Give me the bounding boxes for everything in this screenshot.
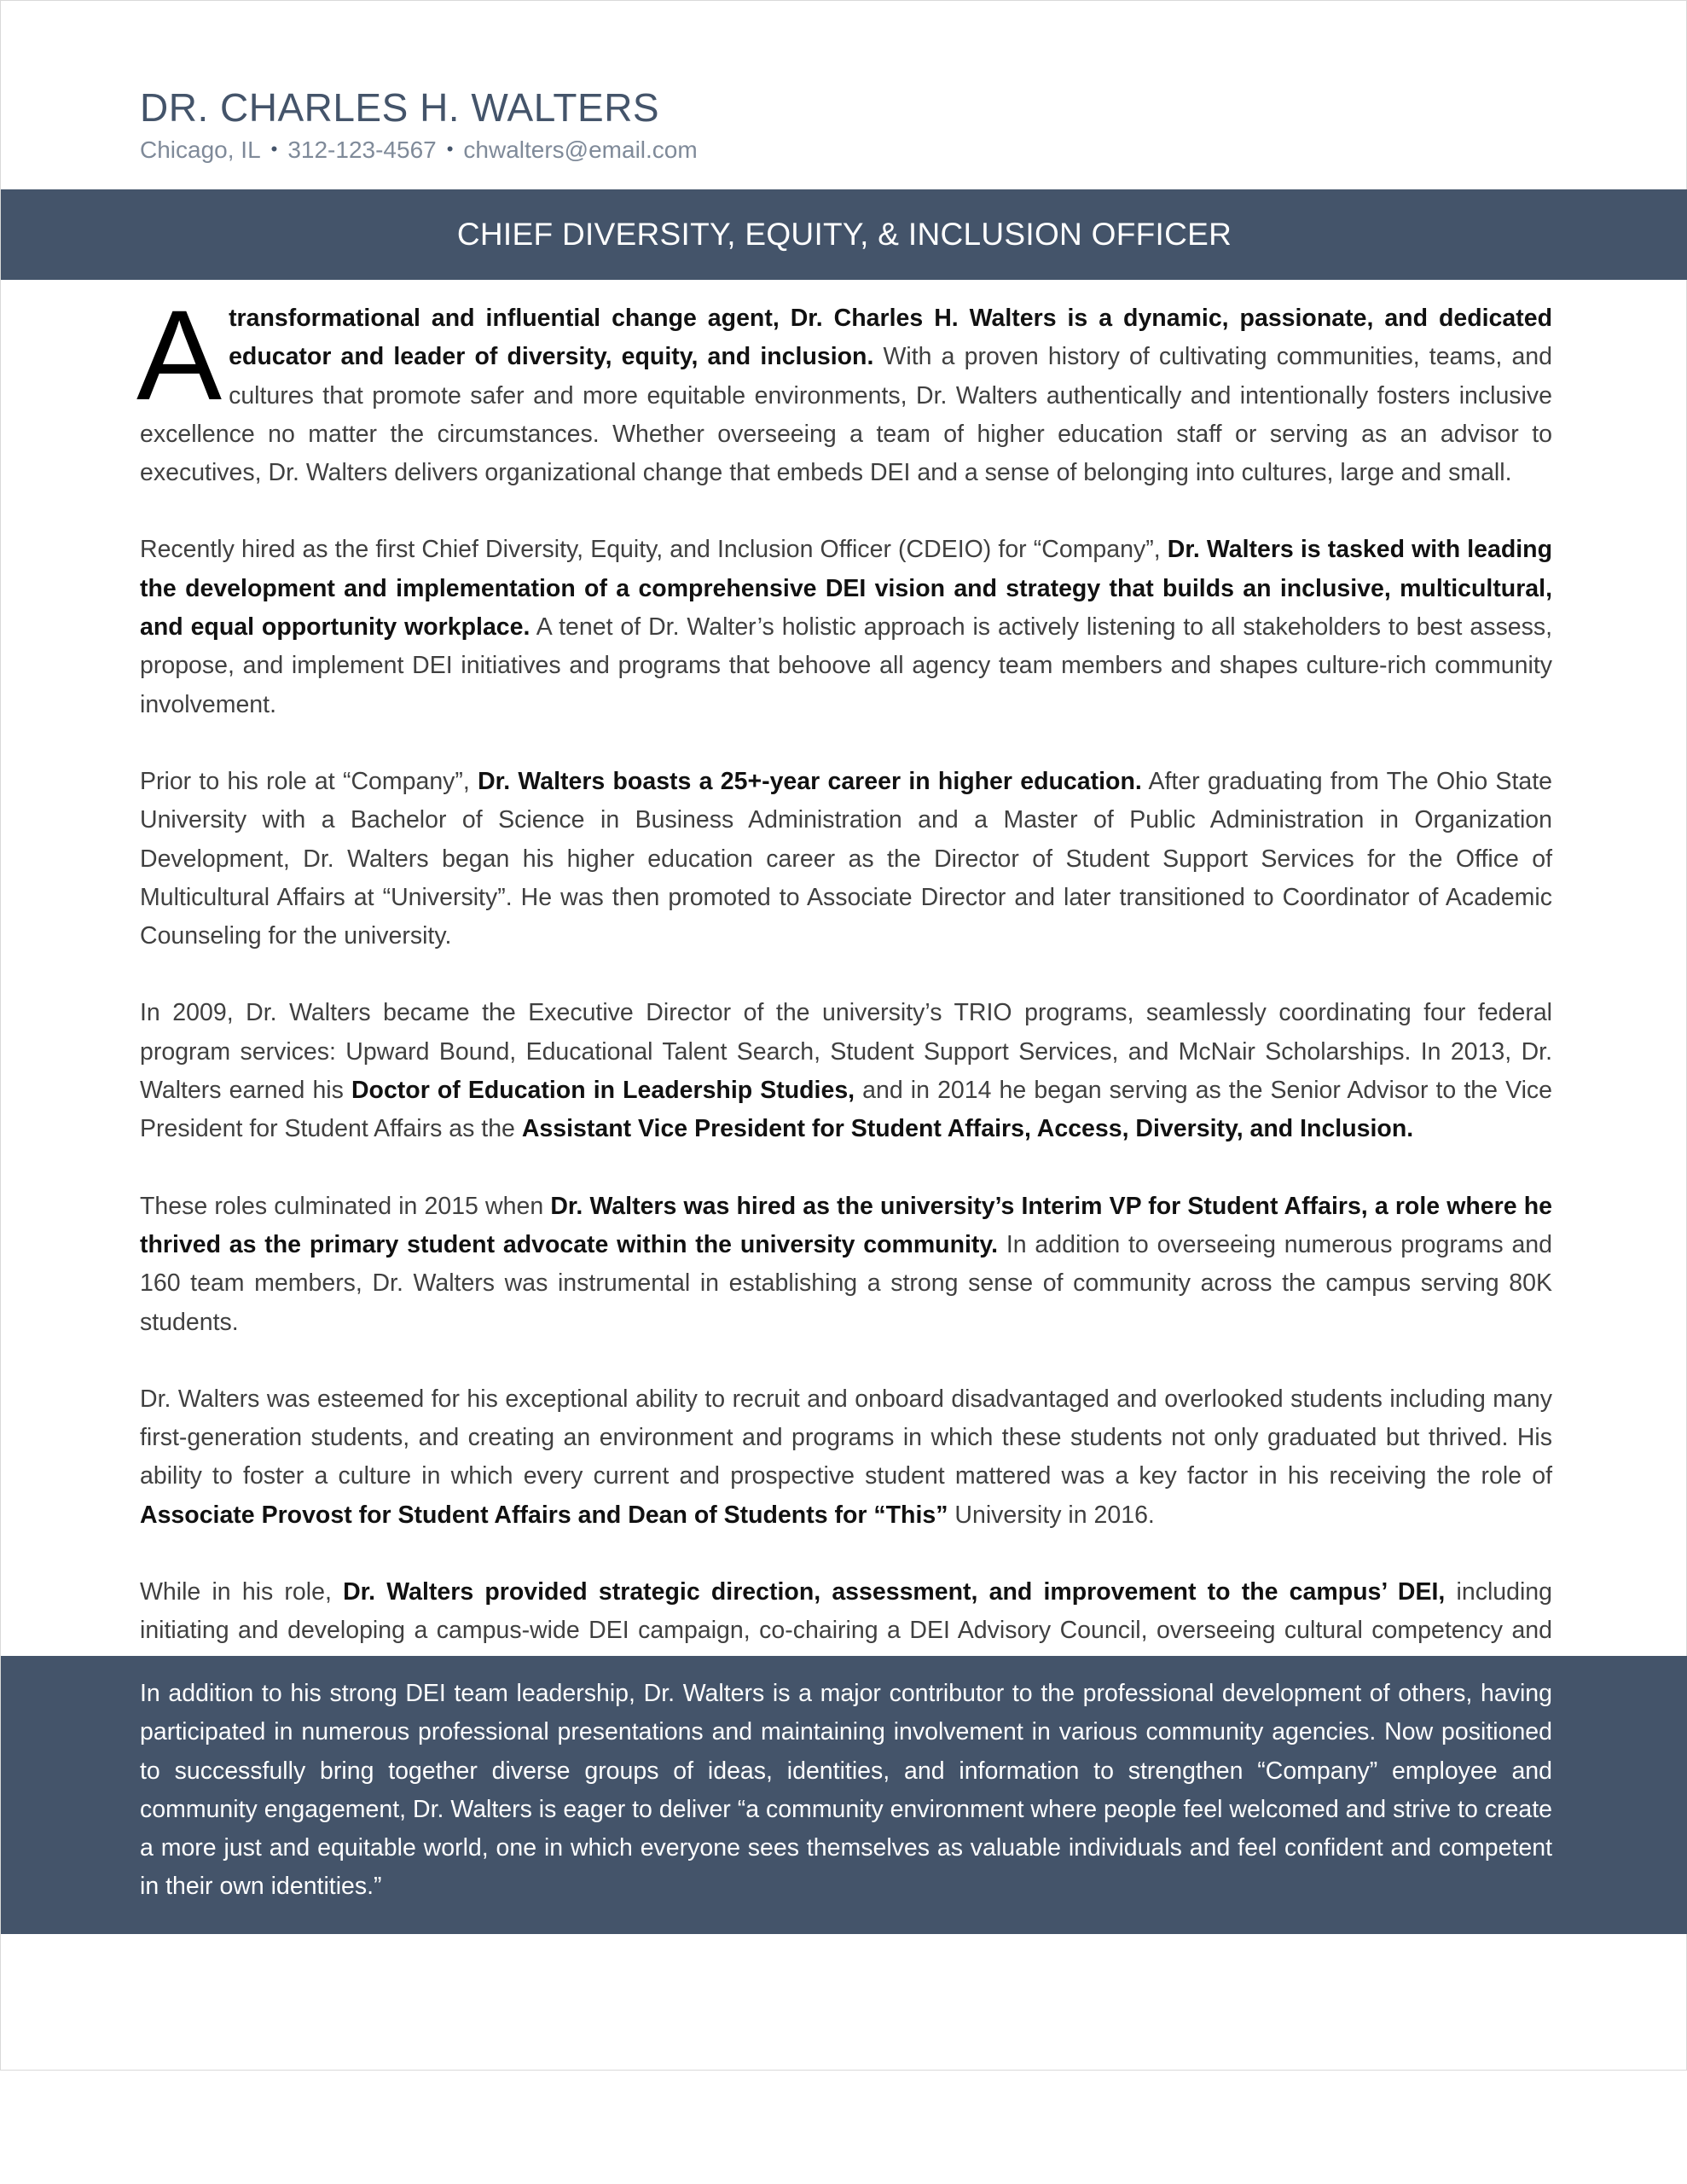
bio-paragraph-current-role: [140, 531, 1552, 723]
paragraph-text: University in 2016.: [948, 1501, 1155, 1529]
paragraph-text: With a proven history of cultivating communities, teams, and cultures that promote safer and more equitable environments, Dr. Walters authentically and intentionally fosters inclusive excellence no matter the circumstances. Whether overseeing a team of higher education staff or serving as an advisor to executives, Dr. Walters delivers organizational change that embeds DEI and a sense of belonging into cultures, large and small.: [140, 343, 1552, 487]
resume-header: [140, 83, 1550, 166]
bold-text: Dr. Walters is tasked with leading the development and implementation of a comprehensive DEI vision and strategy that builds an inclusive, multicultural, and equal opportunity workplace.: [140, 536, 1552, 642]
candidate-name: DR. CHARLES H. WALTERS: [140, 85, 660, 130]
paragraph-text: In addition to overseeing numerous programs and 160 team members, Dr. Walters was instrumental in establishing a strong sense of community across the campus serving 80K students.: [140, 1230, 1552, 1336]
drop-cap: A: [136, 283, 223, 427]
bio-paragraph-intro: [136, 283, 1552, 492]
biography-body: [136, 283, 1553, 1728]
contact-phone: 312-123-4567: [287, 136, 437, 163]
paragraph-text: Dr. Walters was esteemed for his exceptional ability to recruit and onboard disadvantaged and overlooked students including many first-generation students, and creating an environment and programs in which these students not only graduated but thrived. His ability to foster a culture in which every current and prospective student mattered was a key factor in his receiving the role of: [140, 1385, 1552, 1490]
bold-text: Doctor of Education in Leadership Studies,: [351, 1077, 855, 1105]
paragraph-text: While in his role,: [140, 1578, 344, 1606]
contact-separator: •: [446, 138, 454, 160]
title-banner: [1, 189, 1687, 280]
bio-paragraph-trio-programs: [140, 994, 1552, 1148]
job-title: CHIEF DIVERSITY, EQUITY, & INCLUSION OFFICER: [456, 217, 1232, 252]
bold-text: Dr. Walters boasts a 25+-year career in higher education.: [478, 767, 1142, 795]
paragraph-text: These roles culminated in 2015 when: [140, 1192, 551, 1220]
paragraph-text: Prior to his role at “Company”,: [140, 767, 478, 795]
bold-text: transformational and influential change agent, Dr. Charles H. Walters is a dynamic, passionate, and dedicated educator and leader of diversity, equity, and inclusion.: [229, 305, 1552, 371]
contact-email: chwalters@email.com: [463, 136, 698, 163]
paragraph-text: A tenet of Dr. Walter’s holistic approach is actively listening to all stakeholders to best assess, propose, and implement DEI initiatives and programs that behoove all agency team members and shapes culture-rich community involvement.: [140, 613, 1552, 718]
bio-paragraph-associate-provost: [140, 1380, 1552, 1535]
paragraph-text: Recently hired as the first Chief Diversity, Equity, and Inclusion Officer (CDEIO) for “Company”,: [140, 536, 1168, 564]
paragraph-text: and in 2014 he began serving as the Senior Advisor to the Vice President for Student Affairs as the: [140, 1077, 1552, 1143]
bold-text: Associate Provost for Student Affairs and Dean of Students for “This”: [140, 1501, 948, 1529]
closing-summary-band: [1, 1656, 1687, 1934]
bio-paragraph-early-career: [140, 763, 1552, 956]
contact-line: [140, 134, 1550, 166]
closing-summary-text: In addition to his strong DEI team leadership, Dr. Walters is a major contributor to the professional development of others, having participated in numerous professional presentations and maintaining involvement in various community agencies. Now positioned to successfully bring together diverse groups of ideas, identities, and information to strengthen “Company” employee and community engagement, Dr. Walters is eager to deliver “a community environment where people feel welcomed and strive to create a more just and equitable world, one in which everyone sees themselves as valuable individuals and feel confident and competent in their own identities.”: [140, 1680, 1552, 1901]
bold-text: Assistant Vice President for Student Affairs, Access, Diversity, and Inclusion.: [521, 1115, 1414, 1143]
contact-city: Chicago, IL: [140, 136, 261, 163]
bio-paragraph-interim-vp: [140, 1188, 1552, 1342]
paragraph-text: In 2009, Dr. Walters became the Executive Director of the university’s TRIO programs, seamlessly coordinating four federal program services: Upward Bound, Educational Talent Search, Student Support Services, and McNair Scholarships. In 2013, Dr. Walters earned his: [140, 999, 1552, 1105]
paragraph-text: After graduating from The Ohio State University with a Bachelor of Science in Business Administration and a Master of Public Administration in Organization Development, Dr. Walters began his higher education career as the Director of Student Support Services for the Office of Multicultural Affairs at “University”. He was then promoted to Associate Director and later transitioned to Coordinator of Academic Counseling for the university.: [140, 767, 1552, 950]
paragraph-text: including initiating and developing a campus-wide DEI campaign, co-chairing a DEI Advisory Council, overseeing cultural competency and: [140, 1578, 1553, 1645]
contact-separator: •: [270, 138, 278, 160]
bold-text: Dr. Walters was hired as the university’s Interim VP for Student Affairs, a role where he thrived as the primary student advocate within the university community.: [140, 1192, 1552, 1258]
bold-text: Dr. Walters provided strategic direction, assessment, and improvement to the campus’ DEI,: [343, 1578, 1446, 1606]
